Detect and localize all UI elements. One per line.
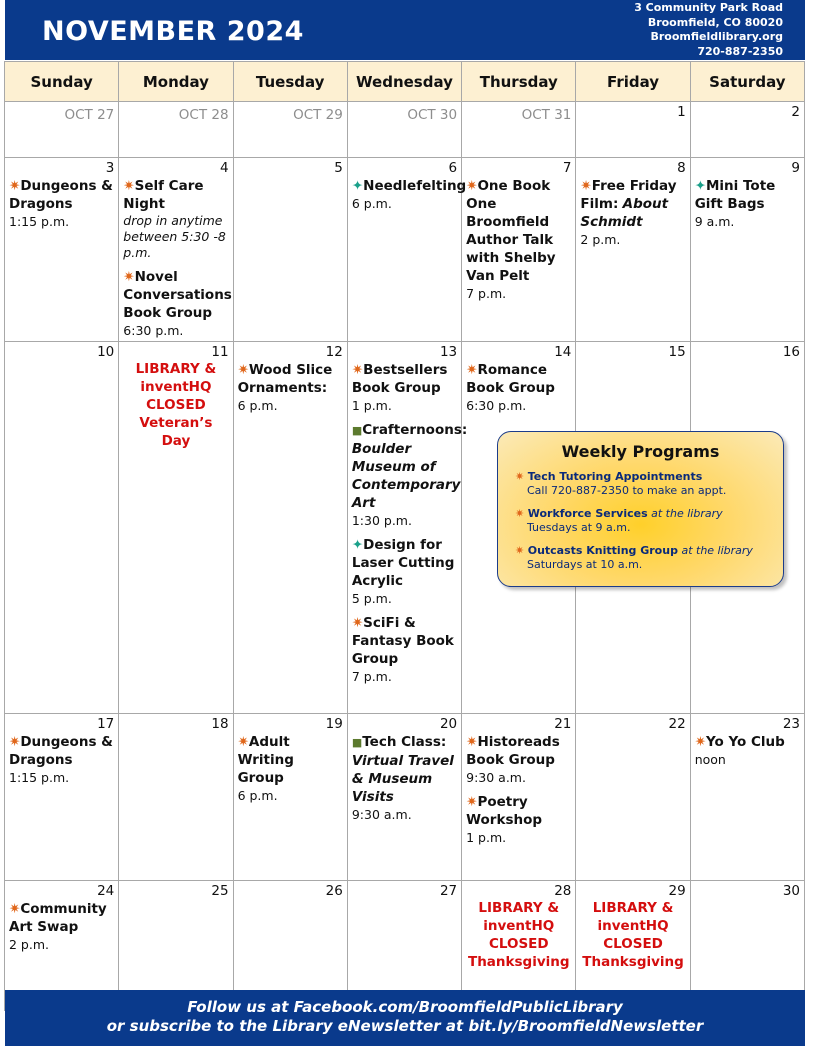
event-time: 6 p.m. — [237, 398, 278, 413]
weekday-saturday: Saturday — [690, 62, 804, 102]
weekday-thursday: Thursday — [462, 62, 576, 102]
day-cell — [576, 158, 690, 342]
day-cell — [5, 158, 119, 342]
day-cell — [233, 102, 347, 158]
day-number: 10 — [97, 344, 115, 360]
star-icon: ✷ — [351, 615, 364, 631]
day-cell — [576, 102, 690, 158]
weekday-friday: Friday — [576, 62, 690, 102]
calendar-event — [238, 361, 343, 414]
day-number: 25 — [211, 883, 229, 899]
program-name: Tech Tutoring Appointments — [527, 470, 703, 483]
day-number: 22 — [668, 716, 686, 732]
closure-line: LIBRARY & inventHQ — [135, 361, 217, 395]
closure-notice — [123, 360, 228, 450]
day-number: 14 — [554, 344, 572, 360]
square-icon: ■ — [351, 424, 363, 437]
city-state-zip: Broomfield, CO 80020 — [647, 15, 783, 29]
day-cell — [5, 102, 119, 158]
event-time: 2 p.m. — [9, 937, 49, 952]
event-title: Adult Writing Group — [237, 734, 294, 786]
plus-icon: ✦ — [694, 178, 706, 194]
star-icon: ✷ — [9, 901, 21, 917]
day-number: 20 — [439, 716, 458, 732]
star-icon: ✷ — [694, 734, 706, 750]
event-title: Tech Class: — [362, 734, 447, 750]
day-number: 29 — [668, 883, 686, 899]
event-time: 6:30 p.m. — [466, 398, 527, 413]
day-cell — [462, 102, 576, 158]
calendar-event — [352, 614, 457, 685]
star-icon: ✷ — [515, 544, 525, 557]
day-number: 28 — [554, 883, 572, 899]
library-contact — [634, 1, 783, 59]
closure-line: LIBRARY & inventHQ — [592, 900, 674, 934]
event-time: 6:30 p.m. — [123, 323, 184, 338]
day-cell — [462, 158, 576, 342]
weekly-program-item — [515, 470, 783, 498]
day-cell — [690, 158, 804, 342]
day-number: 6 — [448, 160, 458, 176]
event-time: 5 p.m. — [351, 591, 392, 606]
event-time: 6 p.m. — [237, 788, 278, 803]
closure-line: CLOSED — [603, 936, 663, 952]
day-number: 2 — [791, 104, 800, 120]
day-cell — [119, 714, 233, 881]
newsletter-link[interactable]: or subscribe to the Library eNewsletter at bit.ly/BroomfieldNewsletter — [106, 1017, 704, 1035]
day-cell — [5, 714, 119, 881]
day-number: 21 — [554, 716, 572, 732]
month-title: NOVEMBER 2024 — [42, 16, 304, 47]
calendar-event — [580, 177, 685, 248]
day-cell — [233, 714, 347, 881]
event-time: 9:30 a.m. — [466, 770, 526, 785]
weekly-program-item — [515, 544, 783, 572]
day-number: 30 — [782, 883, 800, 899]
event-time: 1 p.m. — [466, 830, 507, 845]
program-detail: Tuesdays at 9 a.m. — [527, 521, 631, 534]
day-cell — [347, 342, 468, 714]
day-cell — [576, 714, 690, 881]
star-icon: ✷ — [9, 734, 21, 750]
weekday-monday: Monday — [119, 62, 233, 102]
event-title: Yo Yo Club — [706, 734, 785, 750]
event-subtitle: About Schmidt — [580, 196, 669, 230]
program-name: Outcasts Knitting Group — [527, 544, 678, 557]
day-cell — [233, 158, 347, 342]
closure-notice — [466, 899, 571, 971]
event-time: 2 p.m. — [580, 232, 621, 247]
star-icon: ✷ — [9, 178, 21, 194]
star-icon: ✷ — [237, 362, 249, 378]
star-icon: ✷ — [237, 734, 249, 750]
day-number: 9 — [791, 160, 800, 176]
star-icon: ✷ — [466, 178, 478, 194]
day-cell — [119, 342, 233, 714]
calendar-event — [466, 793, 571, 846]
calendar-event — [123, 268, 232, 339]
event-title: Community Art Swap — [9, 901, 107, 935]
star-icon: ✷ — [351, 362, 364, 378]
event-time: 9:30 a.m. — [351, 807, 412, 822]
event-time: 1:15 p.m. — [9, 770, 70, 785]
weekday-sunday: Sunday — [5, 62, 119, 102]
closure-line: CLOSED — [488, 936, 549, 952]
day-number: 23 — [782, 716, 800, 732]
program-location: at the library — [681, 544, 753, 557]
event-time: 6 p.m. — [351, 196, 392, 211]
day-number: 7 — [562, 160, 572, 176]
calendar-event — [238, 733, 343, 804]
event-title: One Book One Broomfield Author Talk with Shelby Van Pelt — [466, 178, 556, 284]
closure-line: LIBRARY & inventHQ — [478, 900, 560, 934]
event-title: Needlefelting — [363, 178, 467, 194]
event-title: Bestsellers Book Group — [351, 362, 448, 396]
event-title: Poetry Workshop — [466, 794, 543, 828]
calendar-event — [466, 177, 571, 302]
day-number: 17 — [97, 716, 115, 732]
event-title: Romance Book Group — [466, 362, 555, 396]
day-number: 5 — [334, 160, 343, 176]
star-icon: ✷ — [123, 269, 135, 285]
event-time: 7 p.m. — [466, 286, 507, 301]
star-icon: ✷ — [466, 734, 478, 750]
street-address: 3 Community Park Road — [634, 1, 783, 14]
calendar-event — [9, 900, 114, 953]
weekday-header-row — [5, 62, 805, 102]
event-title: SciFi & Fantasy Book Group — [351, 615, 454, 667]
event-title: Mini Tote Gift Bags — [694, 178, 776, 212]
day-number: 1 — [677, 104, 686, 120]
day-cell — [462, 714, 576, 881]
day-number: OCT 27 — [64, 107, 115, 123]
day-cell — [119, 102, 233, 158]
weekday-tuesday: Tuesday — [233, 62, 347, 102]
event-time: noon — [694, 752, 726, 767]
event-time: 1:15 p.m. — [9, 214, 70, 229]
event-note: drop in anytime between 5:30 -8 p.m. — [123, 213, 226, 260]
day-cell — [347, 158, 467, 342]
day-number: 16 — [782, 344, 800, 360]
closure-line: Thanksgiving — [582, 954, 684, 970]
day-number: 18 — [211, 716, 229, 732]
closure-notice — [580, 899, 685, 971]
day-number: 11 — [211, 344, 229, 360]
event-time: 7 p.m. — [351, 669, 392, 684]
day-cell — [347, 714, 461, 881]
star-icon: ✷ — [515, 470, 525, 483]
weekday-wednesday: Wednesday — [347, 62, 461, 102]
calendar-event — [352, 536, 457, 607]
calendar-header — [5, 0, 805, 60]
calendar-event — [695, 733, 800, 768]
phone-number: 720-887-2350 — [697, 44, 783, 58]
calendar-event — [9, 733, 114, 786]
weekly-programs-title: Weekly Programs — [561, 442, 720, 461]
star-icon: ✷ — [123, 178, 135, 194]
day-number: OCT 31 — [521, 107, 572, 123]
plus-icon: ✦ — [351, 537, 364, 553]
star-icon: ✷ — [515, 507, 525, 520]
event-title: Historeads Book Group — [466, 734, 560, 768]
day-number: 4 — [219, 160, 229, 176]
program-location: at the library — [651, 507, 723, 520]
week-row — [5, 714, 805, 881]
event-time: 9 a.m. — [694, 214, 735, 229]
program-name: Workforce Services — [527, 507, 648, 520]
closure-line: Thanksgiving — [467, 954, 570, 970]
event-time: 1:30 p.m. — [351, 513, 412, 528]
closure-line: Veteran’s Day — [139, 415, 213, 449]
event-title: Design for Laser Cutting Acrylic — [351, 537, 455, 589]
event-title: Self Care Night — [123, 178, 204, 212]
day-number: 12 — [325, 344, 343, 360]
star-icon: ✷ — [466, 362, 478, 378]
calendar-event — [352, 361, 457, 414]
closure-line: CLOSED — [146, 397, 206, 413]
day-number: 3 — [105, 160, 115, 176]
day-number: 26 — [325, 883, 343, 899]
footer-banner — [5, 990, 805, 1046]
event-title: Dungeons & Dragons — [9, 734, 113, 768]
day-cell — [690, 714, 804, 881]
day-number: 8 — [677, 160, 686, 176]
day-number: 15 — [668, 344, 686, 360]
day-cell — [347, 102, 461, 158]
calendar-event — [352, 733, 457, 823]
facebook-link[interactable]: Follow us at Facebook.com/BroomfieldPublicLibrary — [187, 998, 623, 1016]
event-title: Free Friday Film: — [580, 178, 677, 212]
event-title: Novel Conversations Book Group — [123, 269, 232, 321]
program-detail: Call 720-887-2350 to make an appt. — [527, 484, 727, 497]
weekly-programs-box — [497, 431, 784, 587]
day-number: OCT 29 — [293, 107, 343, 123]
event-title: Dungeons & Dragons — [9, 178, 113, 212]
day-number: 13 — [439, 344, 458, 360]
event-title: Wood Slice Ornaments: — [237, 362, 333, 396]
event-title: Crafternoons: — [362, 422, 468, 438]
website-link[interactable]: Broomfieldlibrary.org — [650, 30, 783, 43]
day-number: OCT 28 — [178, 107, 229, 123]
star-icon: ✷ — [466, 794, 478, 810]
square-icon: ■ — [351, 736, 363, 749]
event-time: 1 p.m. — [351, 398, 392, 413]
day-cell — [119, 158, 233, 342]
day-cell — [690, 102, 804, 158]
day-cell — [5, 342, 119, 714]
star-icon: ✷ — [580, 178, 592, 194]
calendar-event — [9, 177, 114, 230]
week-row — [5, 102, 805, 158]
calendar-event — [123, 177, 228, 261]
calendar-event — [351, 177, 467, 212]
calendar-event — [351, 421, 468, 529]
event-subtitle: Virtual Travel & Museum Visits — [351, 753, 454, 805]
day-cell — [233, 342, 347, 714]
event-subtitle: Boulder Museum of Contemporary Art — [351, 441, 461, 511]
weekly-program-item — [515, 507, 783, 535]
calendar-event — [695, 177, 800, 230]
day-number: 24 — [97, 883, 115, 899]
day-number: OCT 30 — [407, 107, 458, 123]
calendar-event — [466, 733, 571, 786]
week-row — [5, 158, 805, 342]
calendar-event — [466, 361, 571, 414]
program-detail: Saturdays at 10 a.m. — [527, 558, 643, 571]
plus-icon: ✦ — [351, 178, 364, 194]
day-number: 27 — [439, 883, 458, 899]
day-number: 19 — [325, 716, 343, 732]
